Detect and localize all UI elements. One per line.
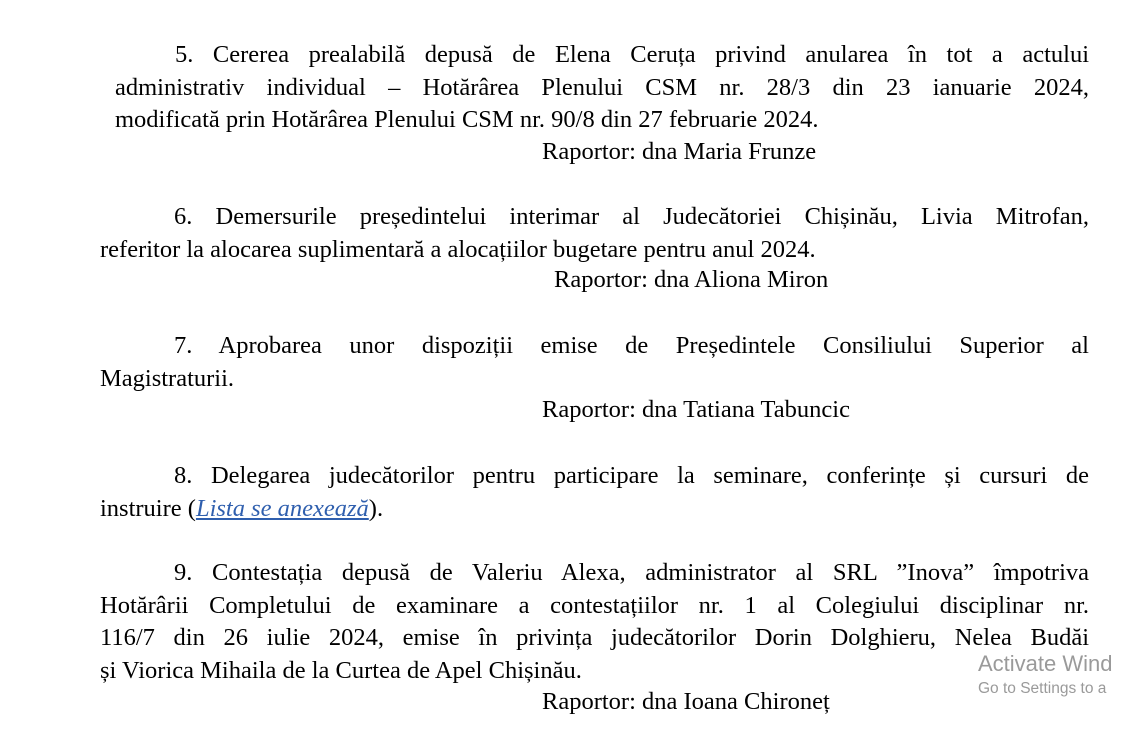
item-number: 7. bbox=[174, 332, 193, 359]
agenda-item-6-line-1 bbox=[100, 201, 1089, 234]
item-text: Aprobarea unor dispoziții emise de Președintele Consiliului Superior al bbox=[218, 332, 1089, 359]
agenda-item-9-line-3: 116/7 din 26 iulie 2024, emise în privința judecătorilor Dorin Dolghieru, Nelea Budăi bbox=[100, 624, 1089, 651]
agenda-item-9-line-1 bbox=[100, 557, 1089, 590]
agenda-item-9-line-4: și Viorica Mihaila de la Curtea de Apel Chișinău. bbox=[100, 656, 582, 684]
agenda-item-8-line-2 bbox=[100, 493, 1089, 526]
reporter-item-5: Raportor: dna Maria Frunze bbox=[542, 138, 817, 165]
item-text: Cererea prealabilă depusă de Elena Ceruța privind anularea în tot a actului bbox=[212, 41, 1090, 68]
item-text: Contestația depusă de Valeriu Alexa, administrator al SRL ”Inova” împotriva bbox=[212, 559, 1090, 586]
item-text: Delegarea judecătorilor pentru participare la seminare, conferințe și cursuri de bbox=[210, 462, 1090, 489]
reporter-item-9: Raportor: dna Ioana Chironeț bbox=[542, 688, 830, 715]
agenda-item-7 bbox=[100, 330, 1089, 395]
agenda-item-7-line-1 bbox=[100, 330, 1089, 363]
agenda-item-5-line-1 bbox=[115, 39, 1089, 72]
annex-list-link[interactable]: Lista se anexează bbox=[195, 494, 369, 522]
agenda-item-5-line-2: administrativ individual – Hotărârea Plenului CSM nr. 28/3 din 23 ianuarie 2024, bbox=[115, 73, 1089, 101]
agenda-item-8-line-1 bbox=[100, 460, 1089, 493]
agenda-item-7-line-2: Magistraturii. bbox=[100, 364, 235, 392]
reporter-item-6: Raportor: dna Aliona Miron bbox=[554, 266, 829, 293]
agenda-item-9-line-2: Hotărârii Completului de examinare a contestațiilor nr. 1 al Colegiului disciplinar nr. bbox=[100, 591, 1089, 619]
item-number: 9. bbox=[174, 559, 193, 586]
reporter-item-7: Raportor: dna Tatiana Tabuncic bbox=[542, 396, 850, 423]
agenda-item-6 bbox=[100, 201, 1089, 266]
item-number: 8. bbox=[174, 462, 193, 489]
agenda-item-5-line-3: modificată prin Hotărârea Plenului CSM nr. 90/8 din 27 februarie 2024. bbox=[115, 106, 819, 133]
agenda-item-9 bbox=[100, 557, 1089, 687]
watermark-subtitle: Go to Settings to a bbox=[978, 680, 1107, 697]
item-text: Demersurile președintelui interimar al Judecătoriei Chișinău, Livia Mitrofan, bbox=[215, 203, 1089, 230]
item-number: 6. bbox=[174, 203, 193, 230]
agenda-item-8 bbox=[100, 460, 1089, 525]
item-text: instruire ( bbox=[100, 494, 196, 522]
watermark-title: Activate Wind bbox=[978, 651, 1113, 676]
item-text: ). bbox=[368, 494, 384, 522]
item-number: 5. bbox=[175, 41, 194, 68]
agenda-item-6-line-2: referitor la alocarea suplimentară a alocațiilor bugetare pentru anul 2024. bbox=[100, 235, 816, 263]
agenda-item-5 bbox=[115, 39, 1089, 137]
